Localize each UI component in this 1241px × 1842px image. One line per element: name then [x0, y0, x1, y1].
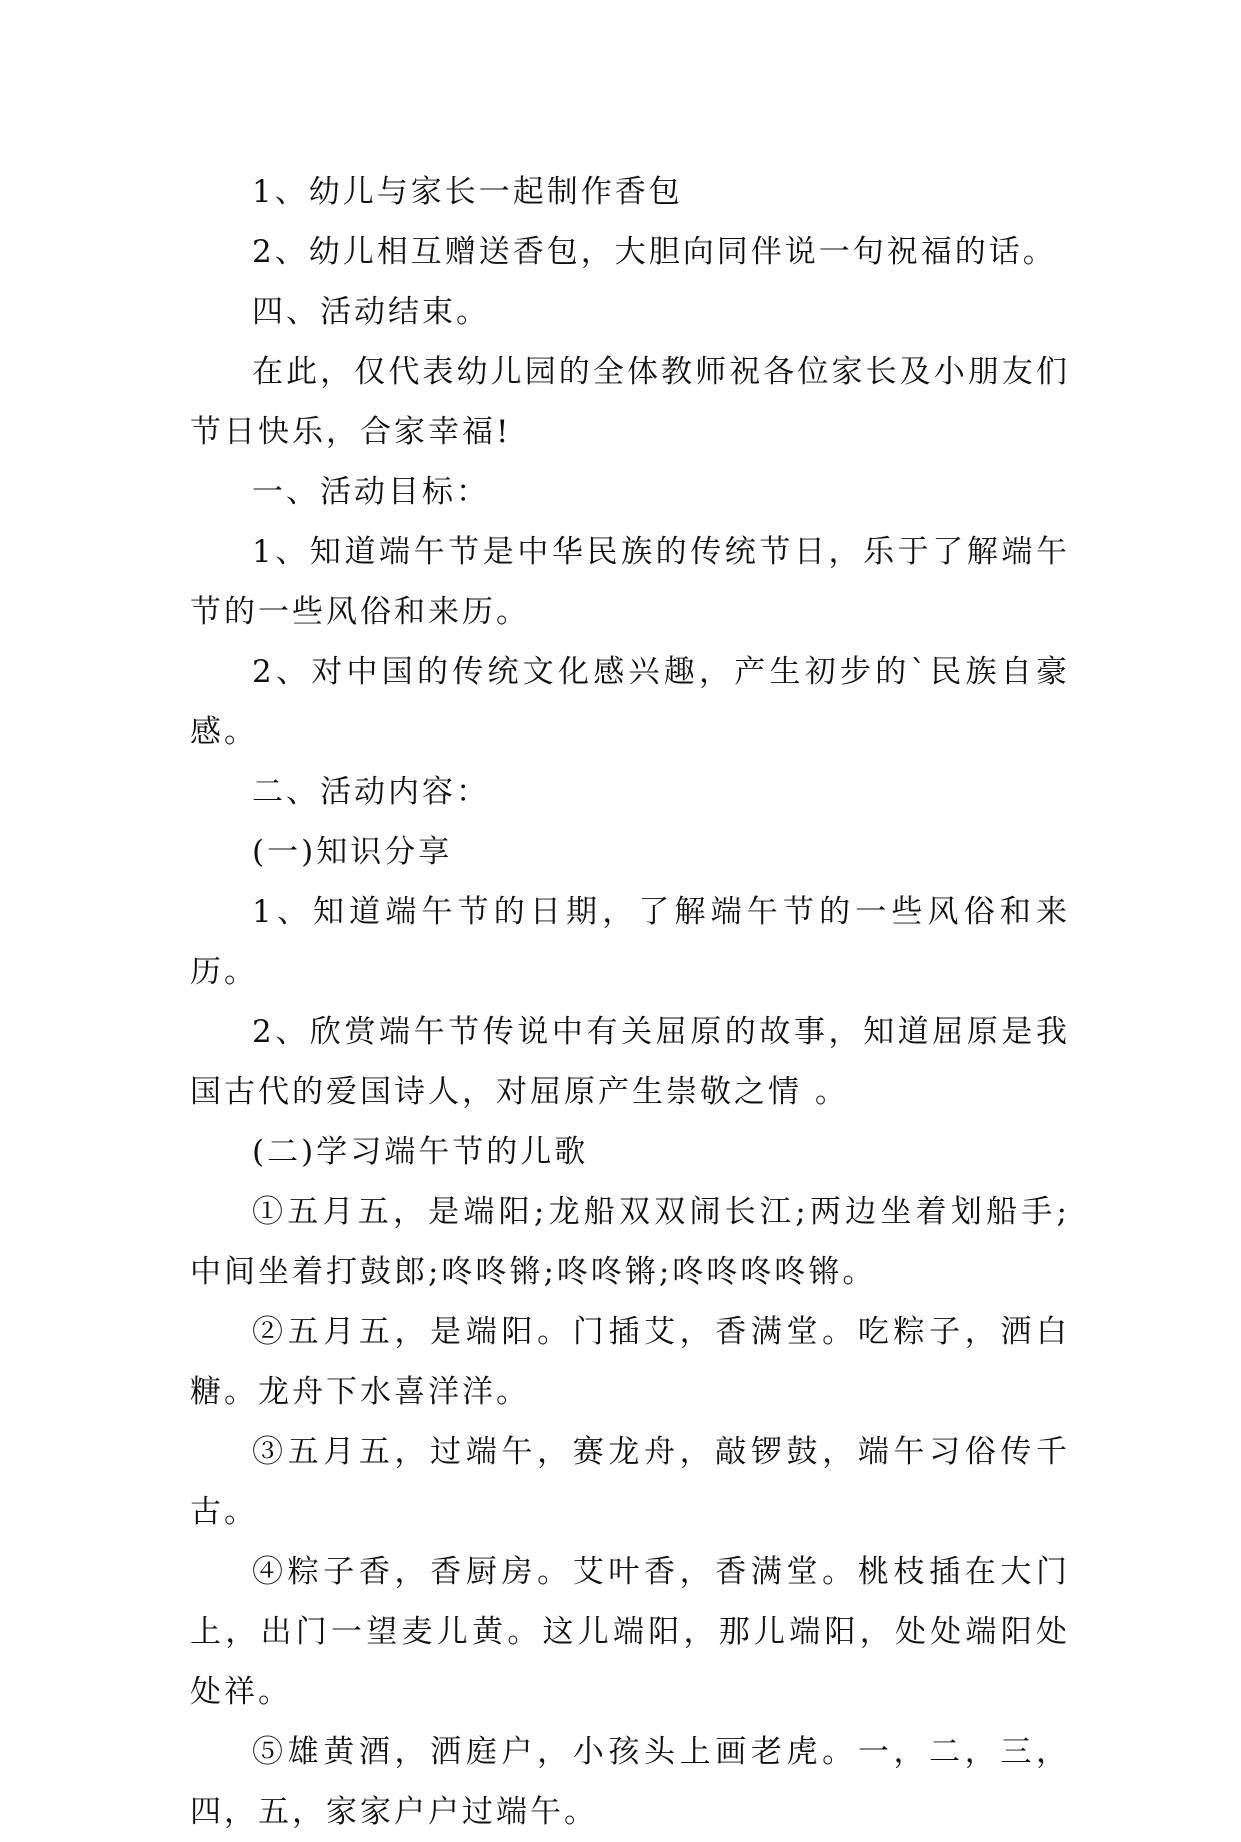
- section-heading: 二、活动内容：: [252, 774, 490, 810]
- subsection-heading: (一)知识分享: [252, 834, 453, 870]
- subsection-heading: (二)学习端午节的儿歌: [252, 1134, 589, 1170]
- rhyme-paragraph: ⑤雄黄酒，洒庭户，小孩头上画老虎。一，二，三，四，五，家家户户过端午。: [190, 1734, 1070, 1830]
- rhyme-paragraph: ①五月五，是端阳;龙船双双闹长江;两边坐着划船手;中间坐着打鼓郎;咚咚锵;咚咚锵;咚咚咚咚锵。: [190, 1194, 1070, 1290]
- rhyme-paragraph: ④粽子香，香厨房。艾叶香，香满堂。桃枝插在大门上，出门一望麦儿黄。这儿端阳，那儿端阳，处处端阳处处祥。: [190, 1554, 1070, 1710]
- section-heading: 一、活动目标：: [252, 474, 490, 510]
- paragraph: 2、幼儿相互赠送香包，大胆向同伴说一句祝福的话。: [252, 234, 1057, 270]
- document-body: [190, 162, 1070, 1842]
- paragraph: 在此，仅代表幼儿园的全体教师祝各位家长及小朋友们节日快乐，合家幸福!: [190, 354, 1070, 450]
- paragraph: 1、知道端午节是中华民族的传统节日，乐于了解端午节的一些风俗和来历。: [190, 534, 1070, 630]
- rhyme-paragraph: ②五月五，是端阳。门插艾，香满堂。吃粽子，洒白糖。龙舟下水喜洋洋。: [190, 1314, 1070, 1410]
- rhyme-paragraph: ③五月五，过端午，赛龙舟，敲锣鼓，端午习俗传千古。: [190, 1434, 1070, 1530]
- paragraph: 1、知道端午节的日期，了解端午节的一些风俗和来历。: [190, 894, 1070, 990]
- paragraph: 2、对中国的传统文化感兴趣，产生初步的`民族自豪感。: [190, 654, 1070, 750]
- section-heading: 四、活动结束。: [252, 294, 490, 330]
- paragraph: 1、幼儿与家长一起制作香包: [252, 174, 683, 210]
- paragraph: 2、欣赏端午节传说中有关屈原的故事，知道屈原是我国古代的爱国诗人，对屈原产生崇敬之情 。: [190, 1014, 1070, 1110]
